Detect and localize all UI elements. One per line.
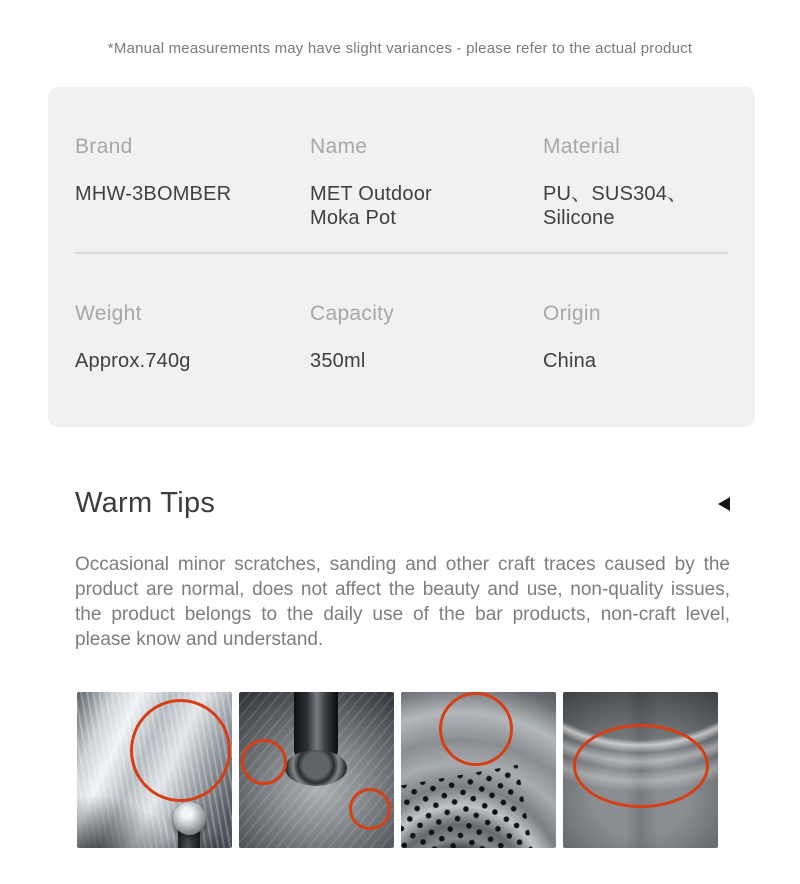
scratch-highlight-circle	[130, 699, 231, 802]
defect-photo-pot-interior[interactable]	[77, 692, 232, 848]
spec-weight-label: Weight	[75, 301, 142, 325]
spec-origin-value: China	[543, 349, 597, 372]
spec-name	[310, 135, 543, 231]
spec-brand	[75, 135, 310, 231]
triangle-left-icon[interactable]	[718, 497, 730, 511]
defect-photo-center-post[interactable]	[239, 692, 394, 848]
spec-divider	[75, 252, 728, 254]
spec-capacity	[310, 302, 543, 373]
spec-material	[543, 135, 728, 231]
spec-origin-label: Origin	[543, 301, 601, 325]
scratch-highlight-circle	[439, 692, 513, 766]
scratch-highlight-circle	[241, 739, 287, 785]
spec-weight-value: Approx.740g	[75, 349, 191, 372]
defect-photo-filter-basket[interactable]	[401, 692, 556, 848]
metal-knob-shape	[173, 802, 206, 835]
spec-brand-value: MHW-3BOMBER	[75, 183, 232, 205]
warm-tips-body: Occasional minor scratches, sanding and other craft traces caused by the product are normal, does not affect the beauty and use, non-quality issues, the product belongs to the daily use of the bar products, non-craft level, please know and understand.	[75, 554, 730, 650]
spec-capacity-value: 350ml	[310, 349, 366, 372]
filter-holes-pattern	[401, 765, 532, 848]
spec-material-value: PU、SUS304、Silicone	[543, 183, 688, 230]
warm-tips-section	[75, 487, 730, 848]
defect-photo-inner-wall[interactable]	[563, 692, 718, 848]
spec-origin	[543, 302, 728, 373]
spec-row-1	[75, 135, 728, 231]
defect-photo-strip	[77, 692, 730, 848]
scratch-highlight-circle	[349, 788, 391, 830]
spec-weight	[75, 302, 310, 373]
warm-tips-header	[75, 487, 730, 520]
spec-name-label: Name	[310, 135, 368, 158]
spec-name-value: MET Outdoor Moka Pot	[310, 183, 432, 230]
spec-material-label: Material	[543, 135, 621, 158]
spec-card	[48, 87, 755, 427]
spec-brand-label: Brand	[75, 135, 133, 158]
warm-tips-title: Warm Tips	[75, 487, 216, 519]
spec-row-2	[75, 302, 728, 373]
measurement-disclaimer: *Manual measurements may have slight variances - please refer to the actual product	[107, 40, 693, 57]
post-collar-shape	[285, 750, 347, 786]
scratch-highlight-ellipse	[573, 724, 709, 808]
spec-capacity-label: Capacity	[310, 301, 395, 325]
